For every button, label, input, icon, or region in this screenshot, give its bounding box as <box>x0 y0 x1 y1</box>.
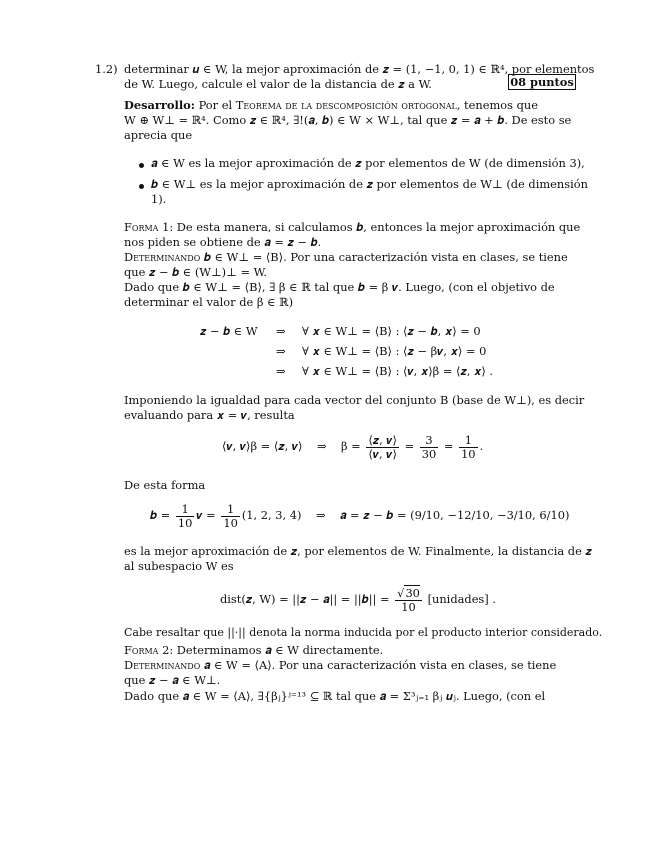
desarrollo-line-1 <box>124 98 538 113</box>
forma2-determinando-label: Determinando <box>124 658 201 672</box>
b-eq-b: 𝒃 = <box>150 508 171 522</box>
es-mejor-line-1: es la mejor aproximación de 𝒛, por elementos de W. Finalmente, la distancia de 𝒛 <box>124 544 592 558</box>
b-fraction-2 <box>221 503 240 530</box>
beta-fraction-2 <box>420 434 439 461</box>
problem-line-2: de W. Luego, calcule el valor de la distancia de 𝒛 a W. <box>124 77 432 91</box>
forma1-dado-line-2: determinar el valor de β ∈ ℝ) <box>124 295 294 309</box>
desarrollo-line-3: aprecia que <box>124 128 193 142</box>
dist-equation <box>220 586 496 614</box>
forma2-det-l1: 𝒂 ∈ W = ⟨A⟩. Por una caracterización vista en clases, se tiene <box>203 658 557 672</box>
beta-f3-num: 1 <box>459 434 478 448</box>
points-box: 08 puntos <box>508 74 576 90</box>
beta-f1-den: ⟨𝒗, 𝒗⟩ <box>368 446 397 461</box>
beta-eq-1: = <box>404 439 415 453</box>
beta-f3-den: 10 <box>461 446 476 461</box>
beta-eq-lhs: ⟨𝒗, 𝒗⟩β = ⟨𝒛, 𝒗⟩ <box>222 439 303 453</box>
bullet-1: 𝒂 ∈ W es la mejor aproximación de 𝒛 por elementos de W (de dimensión 3), <box>151 156 585 170</box>
beta-eq-arrow: ⇒ <box>316 439 327 453</box>
b-eq-arrow: ⇒ <box>315 508 326 522</box>
beta-end: . <box>479 439 484 453</box>
forma2-label: Forma 2: <box>124 643 174 657</box>
forma1-line-2: nos piden se obtiene de 𝒂 = 𝒛 − 𝒃. <box>124 235 322 249</box>
forma1-det-l1: 𝒃 ∈ W⊥ = ⟨B⟩. Por una caracterización vista en clases, se tiene <box>203 250 568 264</box>
cabe-resaltar: Cabe resaltar que ||·|| denota la norma inducida por el producto interior considerado. <box>124 626 603 639</box>
b-f1-den: 10 <box>177 515 193 530</box>
imponiendo-line-1: Imponiendo la igualdad para cada vector del conjunto B (base de W⊥), es decir <box>124 393 585 407</box>
beta-f2-den: 30 <box>421 446 437 461</box>
beta-f1-num: ⟨𝒛, 𝒗⟩ <box>368 432 397 447</box>
desarrollo-l1-pre: Por el <box>198 98 233 112</box>
beta-fraction-1 <box>366 434 399 461</box>
forma2-dado: Dado que 𝒂 ∈ W = ⟨A⟩, ∃{βⱼ}ʲ⁼¹³ ⊆ ℝ tal que 𝒂 = Σ³ⱼ₌₁ βⱼ 𝒖ⱼ. Luego, (con el <box>124 689 546 703</box>
eq1-rhs: ∀ 𝒙 ∈ W⊥ = ⟨B⟩ : ⟨𝒛 − 𝒃, 𝒙⟩ = 0 <box>302 324 481 338</box>
bullet-dot-2 <box>139 184 144 189</box>
beta-symbol: β = <box>340 439 361 453</box>
de-esta-forma: De esta forma <box>124 478 206 492</box>
beta-equation <box>222 433 483 461</box>
determinando-label: Determinando <box>124 250 201 264</box>
forma2-det-line-1 <box>124 658 556 673</box>
desarrollo-line-2: W ⊕ W⊥ = ℝ⁴. Como 𝒛 ∈ ℝ⁴, ∃!(𝒂, 𝒃) ∈ W × W⊥, tal que 𝒛 = 𝒂 + 𝒃. De esto se <box>124 113 572 127</box>
es-mejor-line-2: al subespacio W es <box>124 559 234 573</box>
forma1-line-1 <box>124 220 580 235</box>
dist-num <box>395 587 422 601</box>
a-equation: 𝒂 = 𝒛 − 𝒃 = (9/10, −12/10, −3/10, 6/10) <box>339 508 570 522</box>
bullet-2-line-1: 𝒃 ∈ W⊥ es la mejor aproximación de 𝒛 por elementos de W⊥ (de dimensión <box>151 177 588 191</box>
dist-lhs: dist(𝒛, W) = ||𝒛 − 𝒂|| = ||𝒃|| = <box>220 592 390 606</box>
bullet-dot-1 <box>139 163 144 168</box>
problem-line-1: determinar 𝒖 ∈ W, la mejor aproximación de 𝒛 = (1, −1, 0, 1) ∈ ℝ⁴, por elementos <box>124 62 595 76</box>
b-equation <box>150 502 569 530</box>
b-f1-num: 1 <box>176 503 195 517</box>
dist-unit: [unidades] . <box>427 592 496 606</box>
b-f2-num: 1 <box>221 503 240 517</box>
forma1-dado-line-1: Dado que 𝒃 ∈ W⊥ = ⟨B⟩, ∃ β ∈ ℝ tal que 𝒃 = β 𝒗. Luego, (con el objetivo de <box>124 280 555 294</box>
forma1-det-line-2: que 𝒛 − 𝒃 ∈ (W⊥)⊥ = W. <box>124 265 267 279</box>
beta-fraction-3 <box>459 434 478 461</box>
b-eq-vec: (1, 2, 3, 4) <box>241 508 302 522</box>
forma1-l1: De esta manera, si calculamos 𝒃, entonces la mejor aproximación que <box>176 220 581 234</box>
b-fraction-1 <box>176 503 195 530</box>
desarrollo-l1-post: , tenemos que <box>456 98 538 112</box>
eq1-arrow: ⇒ <box>276 324 286 338</box>
problem-number: 1.2) <box>95 62 118 76</box>
bullet-2-line-2: 1). <box>151 192 167 206</box>
forma2-l1: Determinamos 𝒂 ∈ W directamente. <box>176 643 384 657</box>
eq1-lhs: 𝒛 − 𝒃 ∈ W <box>200 324 258 338</box>
forma2-line-1 <box>124 643 383 658</box>
imponiendo-line-2: evaluando para 𝒙 = 𝒗, resulta <box>124 408 295 422</box>
eq2-rhs: ∀ 𝒙 ∈ W⊥ = ⟨B⟩ : ⟨𝒛 − β𝒗, 𝒙⟩ = 0 <box>302 344 487 358</box>
beta-f2-num: 3 <box>420 434 439 448</box>
forma1-label: Forma 1: <box>124 220 174 234</box>
sqrt-symbol: √ <box>397 585 405 600</box>
forma2-det-line-2: que 𝒛 − 𝒂 ∈ W⊥. <box>124 673 221 687</box>
b-eq-v: 𝒗 = <box>196 508 216 522</box>
forma1-det-line-1 <box>124 250 568 265</box>
beta-eq-2: = <box>443 439 454 453</box>
theorem-name: Teorema de la descomposición ortogonal <box>235 98 457 112</box>
b-f2-den: 10 <box>223 515 238 530</box>
dist-fraction <box>395 587 422 614</box>
eq3-arrow: ⇒ <box>276 364 286 378</box>
eq3-rhs: ∀ 𝒙 ∈ W⊥ = ⟨B⟩ : ⟨𝒗, 𝒙⟩β = ⟨𝒛, 𝒙⟩ . <box>302 364 494 378</box>
eq2-arrow: ⇒ <box>276 344 286 358</box>
desarrollo-label: Desarrollo: <box>124 98 195 112</box>
dist-den: 10 <box>401 599 416 614</box>
dist-num-radicand: 30 <box>405 585 420 600</box>
